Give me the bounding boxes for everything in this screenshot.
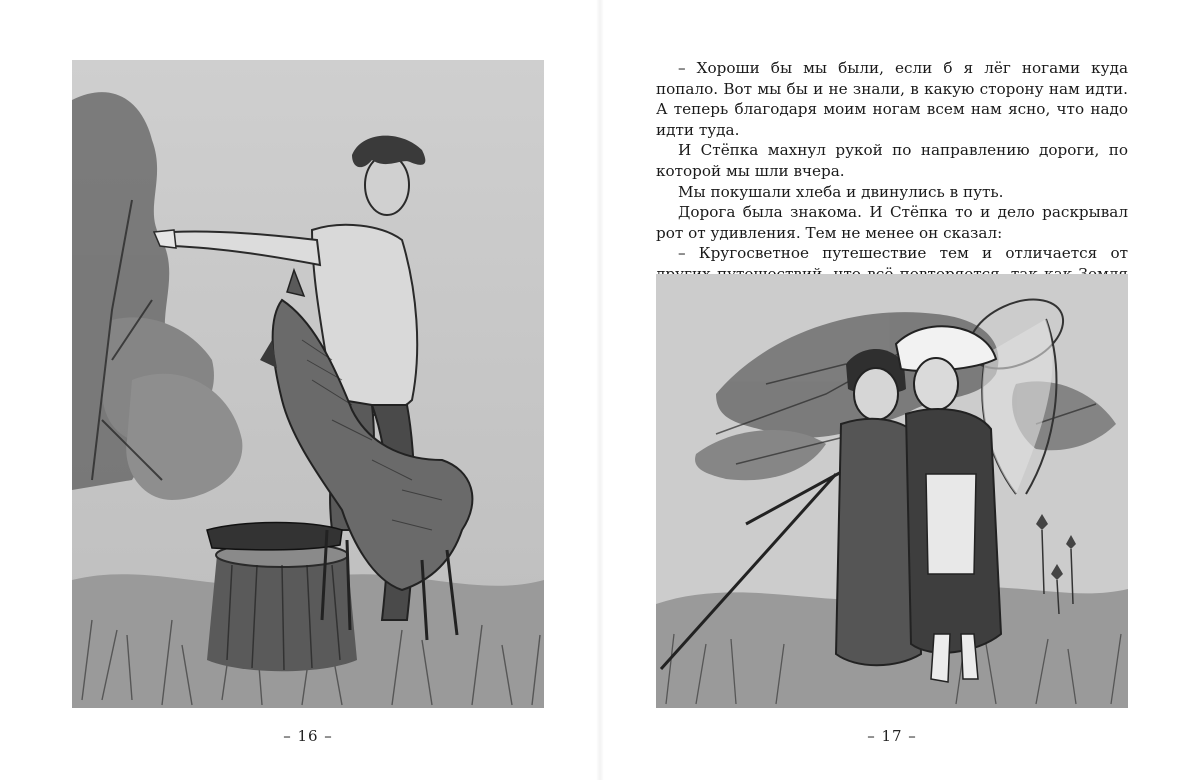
page-number-right: – 17 – — [867, 727, 917, 745]
illustration-two-travelers-with-net — [656, 274, 1128, 708]
page-number-left: – 16 – — [283, 727, 333, 745]
paragraph-1: – Хороши бы мы были, если б я лёг ногами куда попало. Вот мы бы и не знали, в какую сторону нам идти. А теперь благодаря моим ногам всем нам ясно, что надо идти туда. — [656, 59, 1128, 139]
paragraph-3: Мы покушали хлеба и двинулись в путь. — [678, 182, 1004, 201]
illustration-left-drawing — [72, 60, 544, 708]
paragraph-4: Дорога была знакома. И Стёпка то и дело раскрывал рот от удивления. Тем не менее он сказал: — [656, 203, 1128, 242]
illustration-right-drawing — [656, 274, 1128, 708]
paragraph-2: И Стёпка махнул рукой по направлению дороги, по которой мы шли вчера. — [656, 141, 1128, 180]
body-text — [656, 58, 1128, 305]
illustration-boy-pointing-with-dog — [72, 60, 544, 708]
paragraph-5: – Кругосветное путешествие тем и отличается от — [678, 244, 1128, 263]
